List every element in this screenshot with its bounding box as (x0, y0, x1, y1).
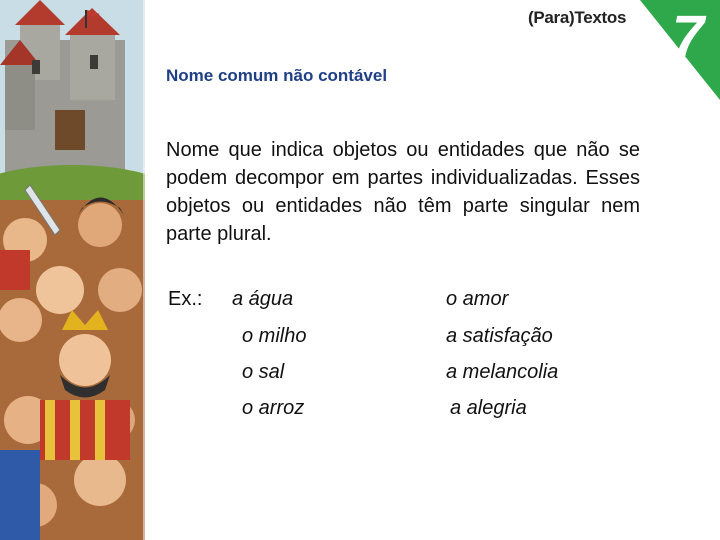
example-item: a melancolia (446, 361, 559, 383)
example-item: o amor (446, 288, 509, 310)
castle-crowd-illustration (0, 0, 145, 540)
page-title: Nome comum não contável (166, 66, 388, 85)
example-item: o sal (242, 361, 285, 383)
examples-label: Ex.: (168, 288, 203, 310)
example-item: o arroz (242, 397, 305, 419)
brand-logo: (Para)Textos (528, 8, 627, 27)
chapter-number: 7 (671, 4, 705, 69)
example-item: a alegria (450, 397, 527, 419)
example-item: o milho (242, 325, 307, 347)
chapter-badge (640, 0, 720, 100)
example-item: a água (232, 288, 294, 310)
example-item: a satisfação (446, 325, 553, 347)
definition-paragraph: Nome que indica objetos ou entidades que não se podem decompor em partes individualizadas. Esses objetos ou entidades não têm parte singular nem parte plural. (166, 139, 640, 245)
examples-block (168, 288, 628, 438)
